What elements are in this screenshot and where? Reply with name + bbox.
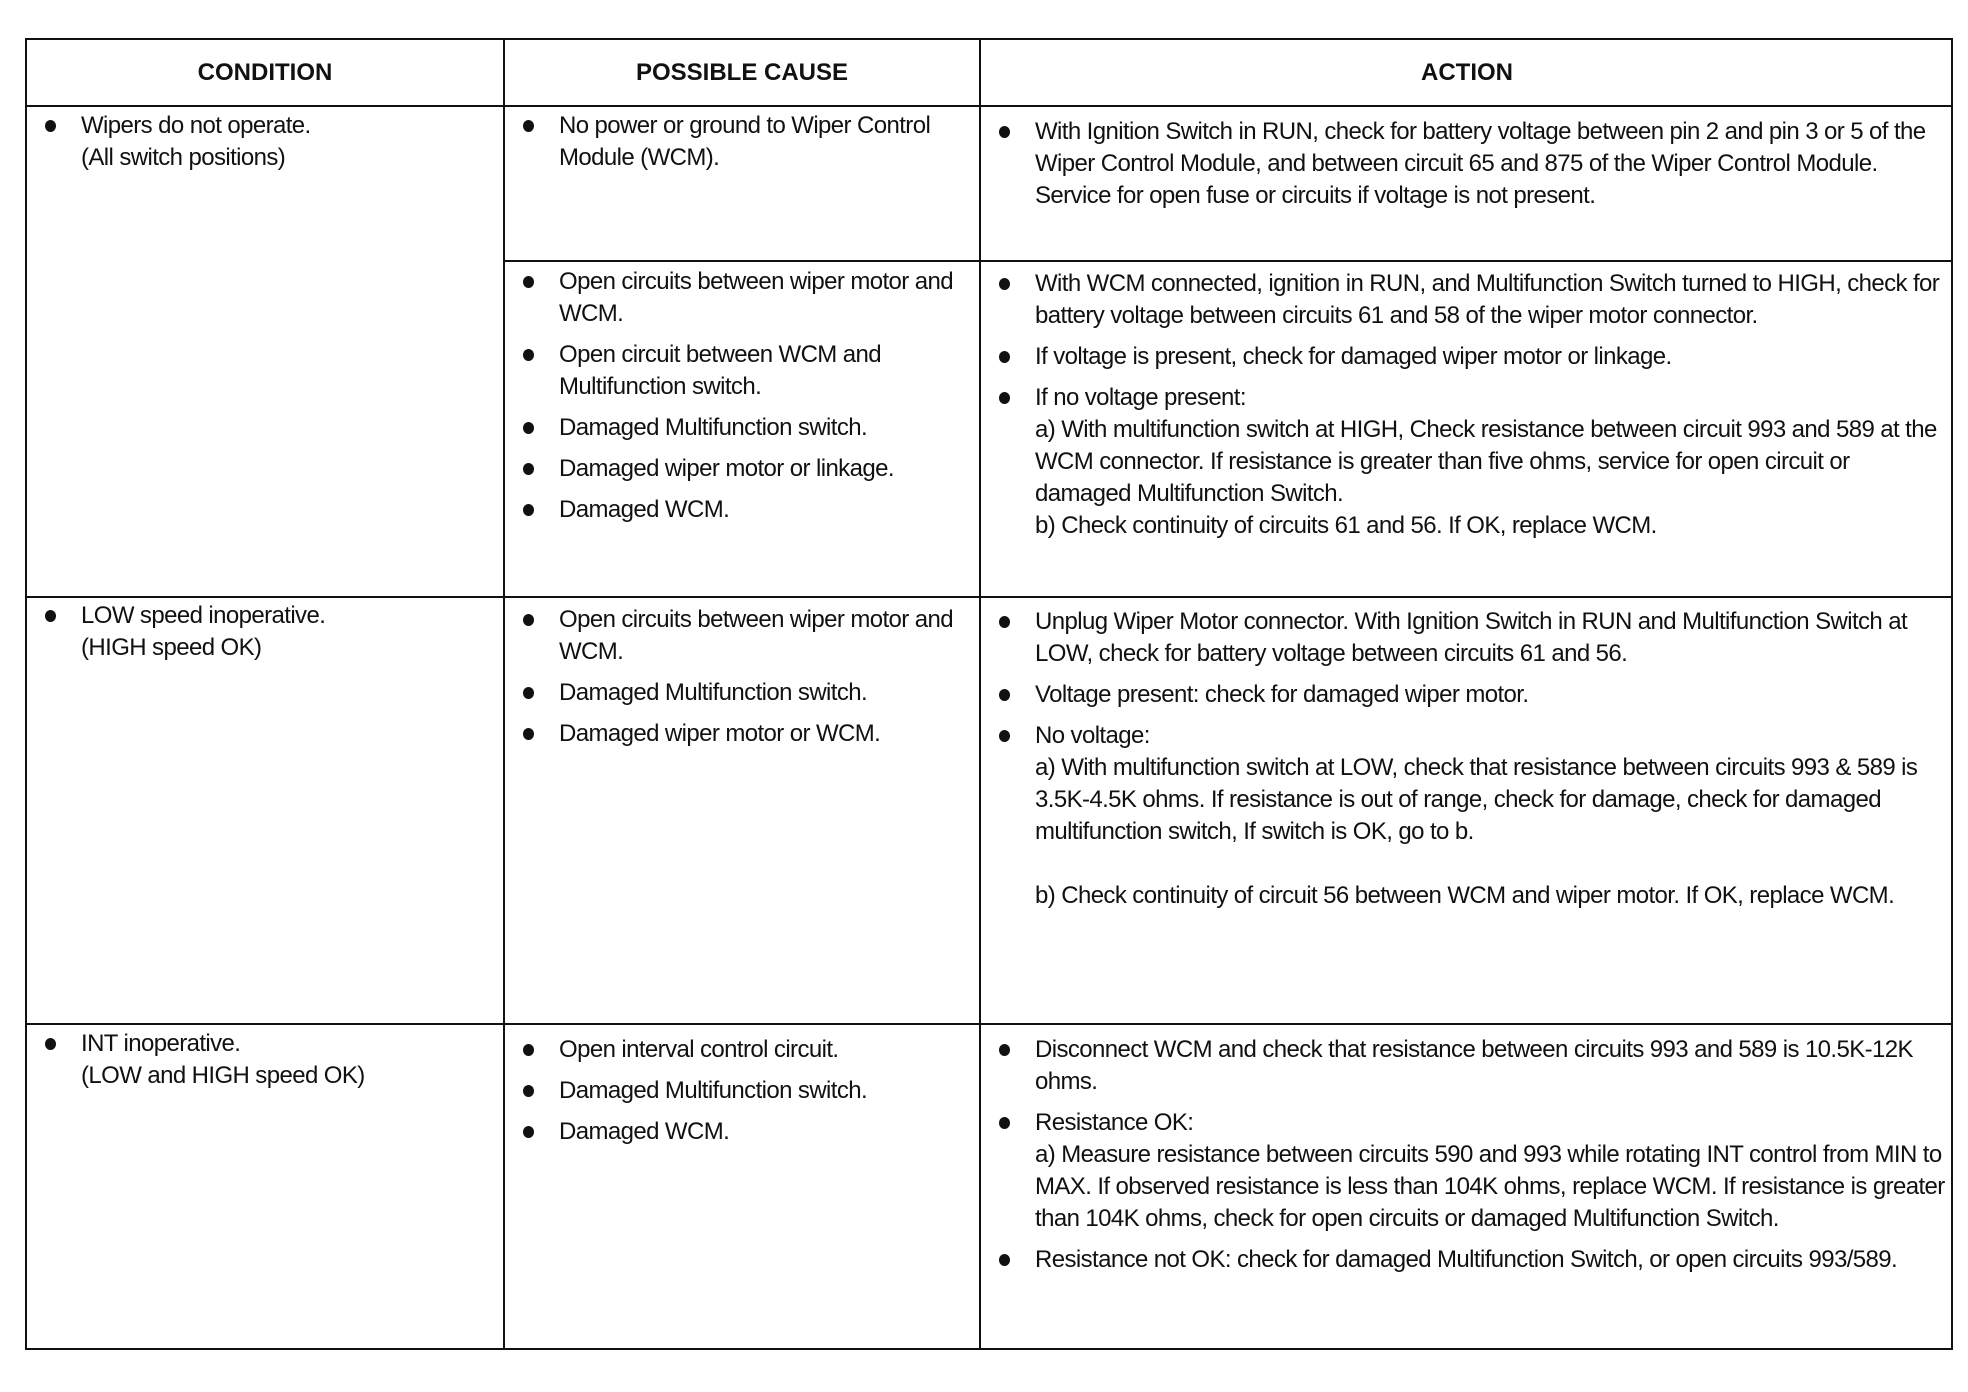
bullet-icon: [523, 687, 534, 699]
bullet-icon: [999, 1117, 1010, 1129]
cause-item: Damaged WCM.: [559, 1118, 730, 1145]
cause-item: Damaged WCM.: [559, 496, 730, 523]
condition-cell: [41, 1028, 491, 1101]
action-item: Resistance OK:: [1035, 1109, 1194, 1136]
cause-item: Damaged Multifunction switch.: [559, 414, 868, 441]
cause-cell: [519, 266, 969, 535]
bullet-icon: [523, 1126, 534, 1138]
action-item: With WCM connected, ignition in RUN, and Multifunction Switch turned to HIGH, check for battery voltage between circuits 61 and 58 of the wiper motor connector.: [1035, 270, 1940, 329]
bullet-icon: [523, 1044, 534, 1056]
cause-item: Open interval control circuit.: [559, 1036, 839, 1063]
bullet-icon: [999, 1044, 1010, 1056]
action-step-b: b) Check continuity of circuits 61 and 56. If OK, replace WCM.: [1035, 512, 1657, 539]
cause-cell: [519, 110, 969, 183]
bullet-icon: [45, 120, 56, 132]
row-divider: [503, 260, 1951, 262]
bullet-icon: [523, 120, 534, 132]
action-cell: [995, 1034, 1945, 1285]
cause-cell: [519, 604, 969, 759]
cause-item: Damaged Multifunction switch.: [559, 1077, 868, 1104]
bullet-icon: [999, 351, 1010, 363]
cause-cell: [519, 1034, 969, 1157]
action-item: Voltage present: check for damaged wiper motor.: [1035, 681, 1529, 708]
condition-text: LOW speed inoperative.: [81, 602, 326, 629]
action-item: With Ignition Switch in RUN, check for battery voltage between pin 2 and pin 3 or 5 of the Wiper Control Module, and between circuit 65 and 875 of the Wiper Control Module. Service for open fuse or circuits if voltage is not present.: [1035, 118, 1926, 209]
action-step-a: a) Measure resistance between circuits 590 and 993 while rotating INT control from MIN to MAX. If observed resistance is less than 104K ohms, replace WCM. If resistance is greater than 104K ohms, check for open circuits or damaged Multifunction Switch.: [1035, 1141, 1945, 1232]
bullet-icon: [999, 616, 1010, 628]
condition-note: (All switch positions): [81, 144, 286, 171]
bullet-icon: [523, 349, 534, 361]
condition-note: (LOW and HIGH speed OK): [81, 1062, 365, 1089]
bullet-icon: [523, 728, 534, 740]
condition-cell: [41, 110, 491, 183]
bullet-icon: [999, 392, 1010, 404]
bullet-icon: [523, 614, 534, 626]
action-step-b: b) Check continuity of circuit 56 between WCM and wiper motor. If OK, replace WCM.: [1035, 882, 1895, 909]
column-divider: [503, 40, 505, 1348]
condition-cell: [41, 600, 491, 673]
bullet-icon: [523, 276, 534, 288]
column-divider: [979, 40, 981, 1348]
condition-text: Wipers do not operate.: [81, 112, 311, 139]
cause-item: No power or ground to Wiper Control Module (WCM).: [559, 112, 931, 171]
bullet-icon: [45, 610, 56, 622]
action-item: Resistance not OK: check for damaged Multifunction Switch, or open circuits 993/589.: [1035, 1246, 1898, 1273]
header-action: ACTION: [1421, 58, 1513, 86]
bullet-icon: [523, 422, 534, 434]
row-divider: [27, 105, 1951, 107]
troubleshooting-table: [25, 38, 1953, 1350]
action-item: Unplug Wiper Motor connector. With Ignition Switch in RUN and Multifunction Switch at LOW, check for battery voltage between circuits 61 and 56.: [1035, 608, 1908, 667]
cause-item: Open circuits between wiper motor and WCM.: [559, 606, 954, 665]
bullet-icon: [523, 504, 534, 516]
bullet-icon: [999, 1254, 1010, 1266]
action-item: No voltage:: [1035, 722, 1150, 749]
action-step-a: a) With multifunction switch at LOW, check that resistance between circuits 993 & 589 is 3.5K-4.5K ohms. If resistance is out of range, check for damage, check for damaged multifunction switch, If switch is OK, go to b.: [1035, 754, 1918, 845]
condition-note: (HIGH speed OK): [81, 634, 262, 661]
cause-item: Open circuits between wiper motor and WCM.: [559, 268, 954, 327]
cause-item: Damaged Multifunction switch.: [559, 679, 868, 706]
cause-item: Damaged wiper motor or WCM.: [559, 720, 881, 747]
cause-item: Open circuit between WCM and Multifunction switch.: [559, 341, 882, 400]
action-item: If no voltage present:: [1035, 384, 1246, 411]
row-divider: [27, 1023, 1951, 1025]
header-condition: CONDITION: [197, 58, 333, 86]
cause-item: Damaged wiper motor or linkage.: [559, 455, 894, 482]
action-step-a: a) With multifunction switch at HIGH, Check resistance between circuit 993 and 589 at the WCM connector. If resistance is greater than five ohms, service for open circuit or damaged Multifunction Switch.: [1035, 416, 1937, 507]
bullet-icon: [999, 126, 1010, 138]
bullet-icon: [999, 689, 1010, 701]
header-possible-cause: POSSIBLE CAUSE: [635, 58, 849, 86]
row-divider: [27, 596, 1951, 598]
bullet-icon: [999, 278, 1010, 290]
action-cell: [995, 116, 1945, 221]
bullet-icon: [523, 1085, 534, 1097]
action-cell: [995, 606, 1945, 921]
bullet-icon: [45, 1038, 56, 1050]
bullet-icon: [999, 730, 1010, 742]
condition-text: INT inoperative.: [81, 1030, 241, 1057]
bullet-icon: [523, 463, 534, 475]
action-item: Disconnect WCM and check that resistance between circuits 993 and 589 is 10.5K-12K ohms.: [1035, 1036, 1913, 1095]
action-cell: [995, 268, 1945, 551]
action-item: If voltage is present, check for damaged wiper motor or linkage.: [1035, 343, 1672, 370]
